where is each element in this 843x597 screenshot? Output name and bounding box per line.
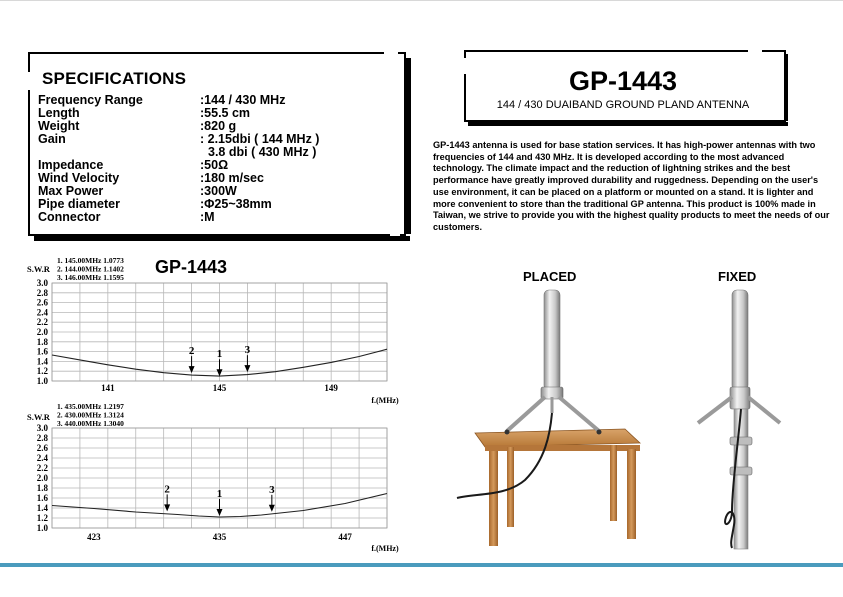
spec-label: Impedance	[38, 158, 104, 172]
spec-label: Gain	[38, 132, 66, 146]
y-tick-label: 1.6	[36, 346, 48, 357]
spec-label: Wind Velocity	[38, 171, 120, 185]
marker-number: 1	[216, 348, 223, 361]
placed-caption: PLACED	[523, 269, 577, 284]
marker-legend-entry: 2. 430.00MHz 1.3124	[57, 410, 124, 420]
spec-value: :144 / 430 MHz	[200, 93, 286, 107]
marker-number: 2	[188, 345, 195, 358]
y-tick-label: 2.4	[36, 307, 48, 318]
spec-value: 3.8 dbi ( 430 MHz )	[208, 145, 317, 159]
placed-antenna-image	[455, 285, 650, 550]
y-tick-label: 2.2	[36, 463, 48, 473]
y-tick-label: 2.4	[36, 453, 48, 463]
x-tick-label: 447	[338, 532, 352, 542]
antenna-icon	[457, 290, 602, 498]
marker-number: 1	[216, 488, 223, 501]
spec-frame-gap-left	[20, 72, 32, 90]
title-box	[458, 50, 788, 130]
y-tick-label: 1.6	[36, 493, 48, 503]
marker-legend-entry: 1. 145.00MHz 1.0773	[57, 256, 124, 265]
marker-number: 2	[164, 483, 170, 496]
y-tick-label: 2.2	[36, 317, 48, 328]
spec-value: :820 g	[200, 119, 237, 133]
marker-number: 3	[244, 344, 251, 357]
spec-value: :Φ25~38mm	[200, 197, 272, 211]
x-tick-label: 149	[324, 383, 338, 393]
spec-frame-shadow-bottom	[34, 236, 410, 241]
bottom-accent-line	[0, 563, 843, 567]
y-tick-label: 2.8	[36, 287, 48, 298]
y-tick-label: 1.8	[36, 483, 48, 493]
fixed-antenna-image	[670, 285, 810, 550]
spec-label: Length	[38, 106, 80, 120]
spec-label: Connector	[38, 210, 101, 224]
x-axis-label: f.(MHz)	[371, 544, 399, 553]
spec-label: Pipe diameter	[38, 197, 120, 211]
marker-arrow	[189, 366, 195, 373]
model-subtitle: 144 / 430 DUAIBAND GROUND PLAND ANTENNA	[496, 99, 750, 111]
x-axis-label: f.(MHz)	[371, 396, 399, 405]
spec-frame-gap-bottom	[390, 228, 400, 236]
y-axis-label: S.W.R	[27, 264, 50, 274]
spec-frame-gap-top	[384, 50, 398, 56]
table-icon	[475, 429, 640, 546]
title-frame-shadow-bottom	[468, 122, 788, 126]
spec-label: Weight	[38, 119, 80, 133]
top-border	[0, 0, 843, 1]
spec-frame-shadow-right	[406, 58, 411, 234]
specifications-box	[20, 52, 412, 242]
marker-number: 3	[269, 483, 275, 496]
spec-title: SPECIFICATIONS	[42, 69, 187, 88]
y-tick-label: 1.4	[36, 503, 48, 513]
marker-legend-entry: 1. 435.00MHz 1.2197	[57, 402, 124, 411]
x-tick-label: 145	[212, 383, 227, 393]
spec-value: :55.5 cm	[200, 106, 251, 120]
x-tick-label: 435	[212, 532, 227, 542]
marker-legend-entry: 3. 146.00MHz 1.1595	[57, 273, 124, 282]
y-axis-label: S.W.R	[27, 412, 50, 422]
y-tick-label: 2.0	[36, 473, 48, 483]
marker-arrow	[217, 509, 223, 516]
spec-value: :300W	[200, 184, 237, 198]
y-tick-label: 1.0	[36, 523, 48, 533]
spec-label: Max Power	[38, 184, 104, 198]
y-tick-label: 2.0	[36, 327, 48, 337]
product-description: GP-1443 antenna is used for base station services. It has high-power antennas with two frequencies of 144 and 430 MHz. It is developed according to the most advanced technology. The climate impact and the reduction of lightning strikes and the best performance have greatly improved durability and ruggedness. Depending on the user's use environment, it can be placed on a platform or mounted on a stand. It is lighter and more convenient to store than the traditional GP antenna. This product is 100% made in Taiwan, we strive to provide you with the highest quality products to meet the needs of our customers.	[433, 140, 830, 232]
y-tick-label: 1.8	[36, 336, 48, 347]
y-tick-label: 3.0	[36, 278, 48, 288]
spec-value: :180 m/sec	[200, 171, 264, 185]
y-tick-label: 1.2	[36, 366, 48, 377]
mast-icon	[698, 290, 780, 549]
title-frame-gap-top	[748, 48, 762, 54]
marker-legend-entry: 3. 440.00MHz 1.3040	[57, 419, 124, 428]
marker-arrow	[217, 369, 223, 376]
spec-value: :M	[200, 210, 215, 224]
y-tick-label: 1.2	[36, 513, 48, 523]
swr-charts	[0, 250, 430, 562]
y-tick-label: 2.8	[36, 433, 48, 443]
x-tick-label: 423	[87, 532, 101, 542]
x-tick-label: 141	[101, 383, 115, 393]
marker-legend-entry: 2. 144.00MHz 1.1402	[57, 264, 124, 274]
y-tick-label: 2.6	[36, 297, 48, 308]
y-tick-label: 2.6	[36, 443, 48, 453]
fixed-caption: FIXED	[718, 269, 757, 284]
chart-title: GP-1443	[155, 257, 228, 277]
spec-value: : 2.15dbi ( 144 MHz )	[200, 132, 320, 146]
y-tick-label: 1.0	[36, 376, 48, 386]
spec-value: :50Ω	[200, 158, 229, 172]
y-tick-label: 3.0	[36, 423, 48, 433]
model-title: GP-1443	[568, 66, 678, 96]
y-tick-label: 1.4	[36, 356, 48, 367]
spec-label: Frequency Range	[38, 93, 143, 107]
